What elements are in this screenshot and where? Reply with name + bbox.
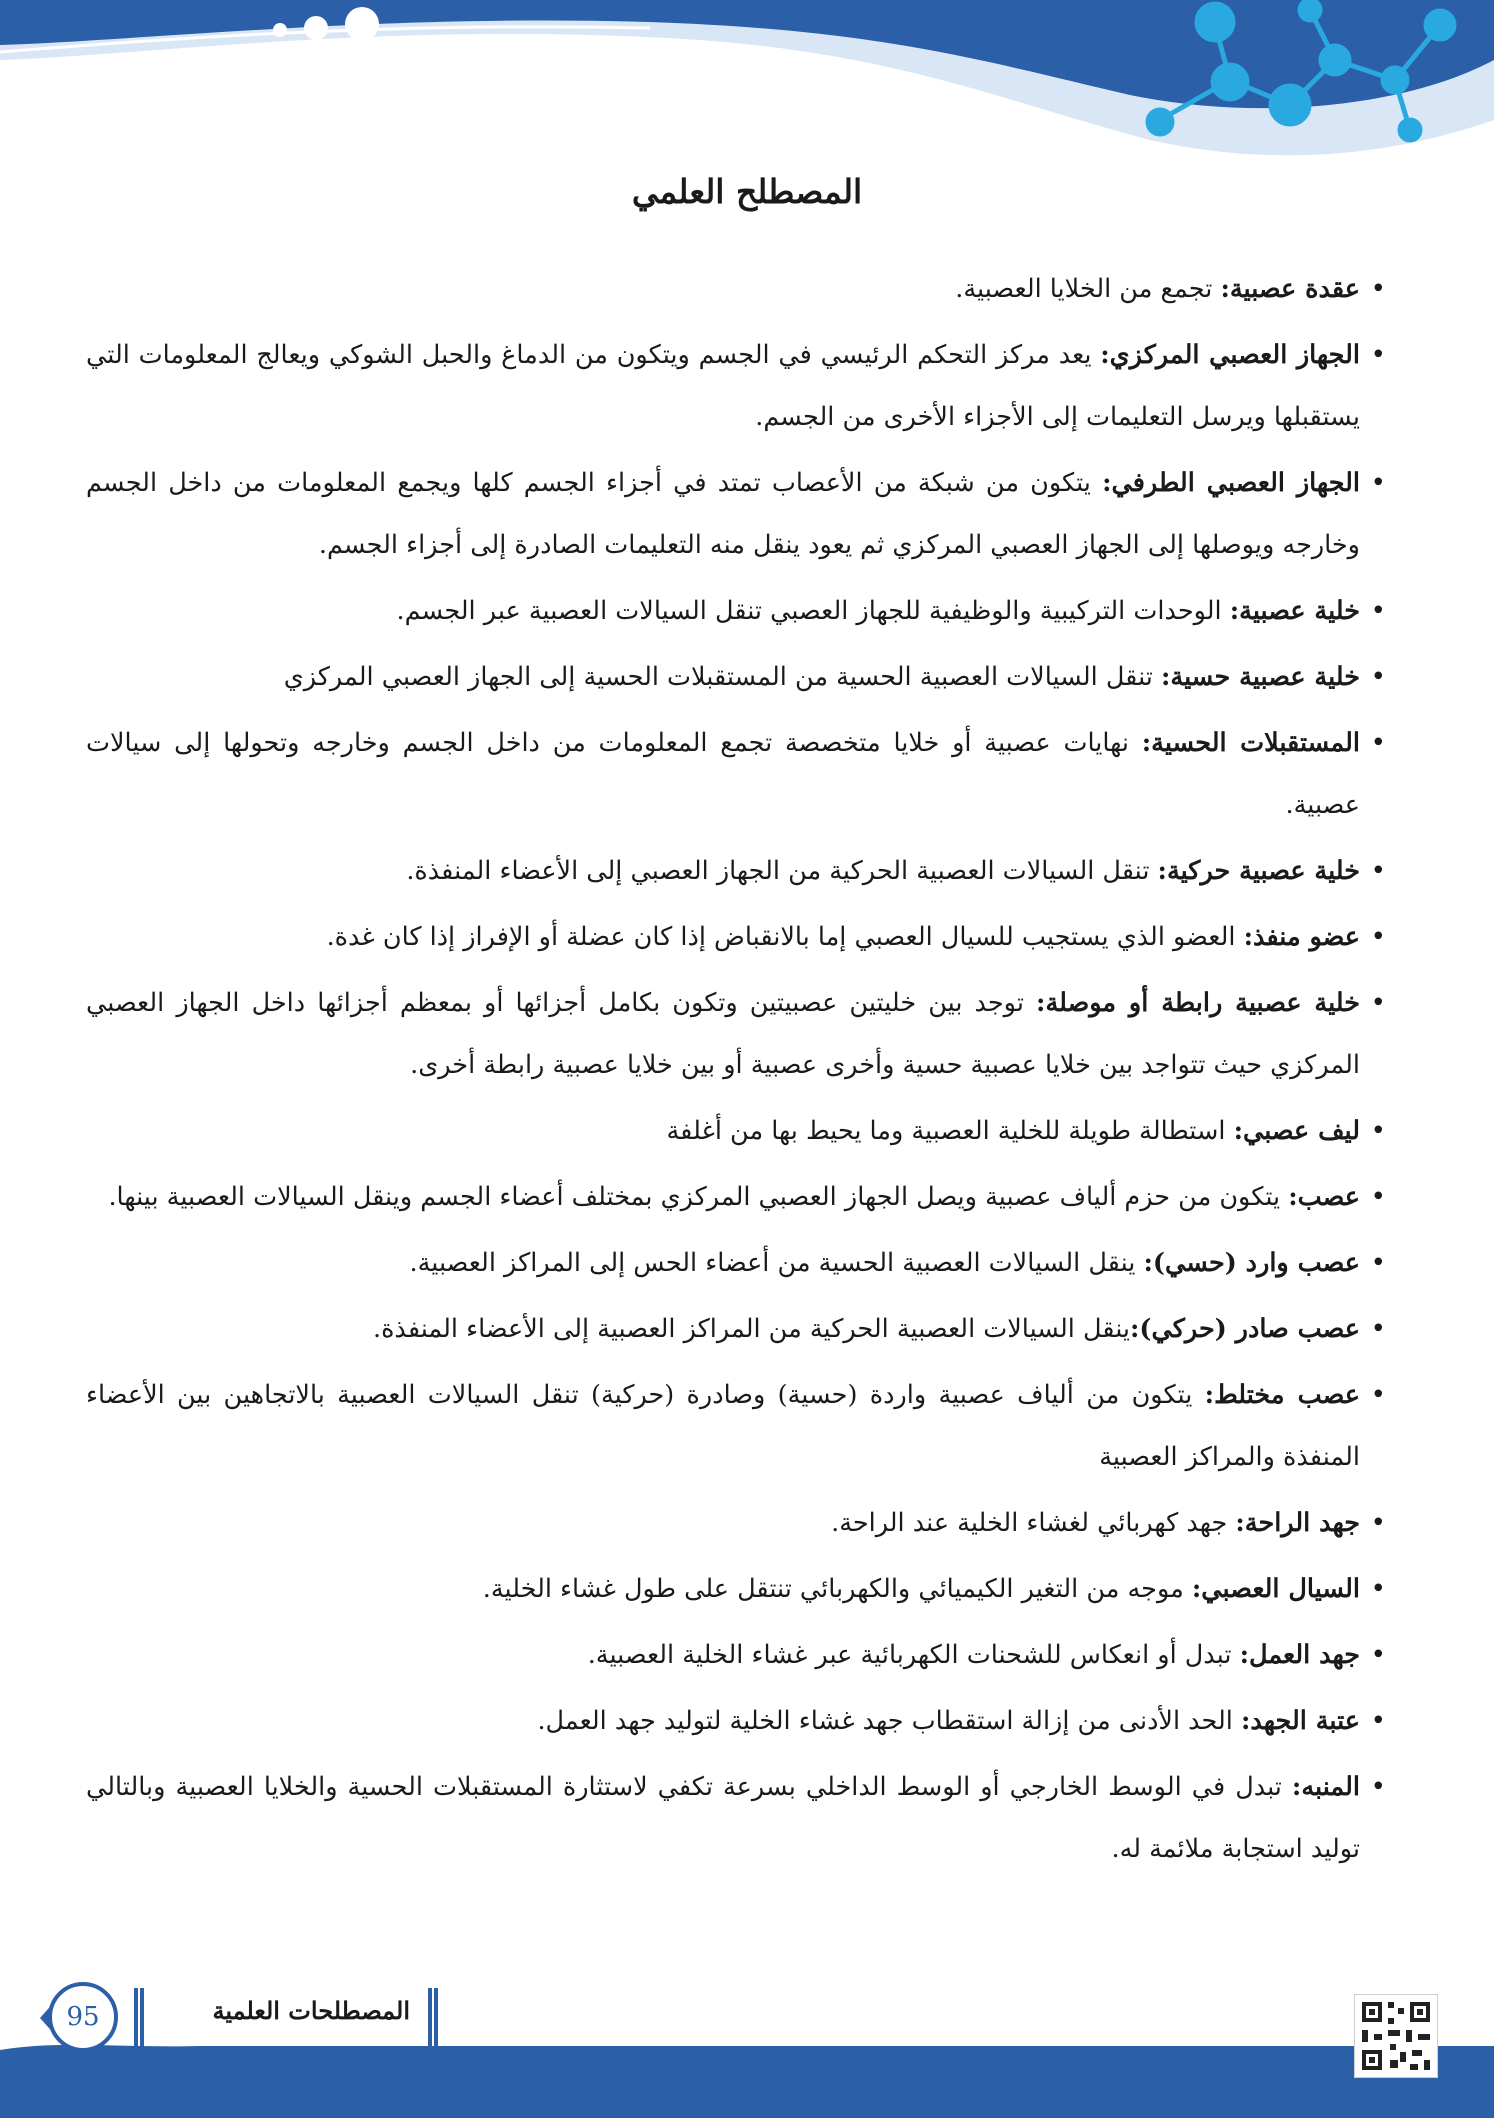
term-item (86, 1756, 1386, 1880)
term-label: خلية عصبية: (1229, 596, 1360, 626)
term-label: عصب وارد (حسي): (1143, 1248, 1360, 1278)
term-label: خلية عصبية حسية: (1160, 662, 1360, 692)
term-item (86, 1166, 1386, 1228)
term-label: عتبة الجهد: (1240, 1706, 1360, 1736)
term-definition: تبدل أو انعكاس للشحنات الكهربائية عبر غشاء الخلية العصبية. (587, 1640, 1240, 1670)
term-item (86, 1232, 1386, 1294)
term-item (86, 1558, 1386, 1620)
term-definition: تجمع من الخلايا العصبية. (955, 274, 1221, 304)
header-decoration (0, 0, 1494, 180)
term-label: المستقبلات الحسية: (1141, 728, 1360, 758)
term-definition: تنقل السيالات العصبية الحسية من المستقبلات الحسية إلى الجهاز العصبي المركزي (283, 662, 1161, 692)
term-label: خلية عصبية رابطة أو موصلة: (1036, 988, 1360, 1018)
term-definition: جهد كهربائي لغشاء الخلية عند الراحة. (831, 1508, 1236, 1538)
term-label: عصب: (1288, 1182, 1360, 1212)
term-definition: العضو الذي يستجيب للسيال العصبي إما بالانقباض إذا كان عضلة أو الإفراز إذا كان غدة. (326, 922, 1244, 952)
term-definition: تنقل السيالات العصبية الحركية من الجهاز العصبي إلى الأعضاء المنفذة. (406, 856, 1158, 886)
term-definition: ينقل السيالات العصبية الحركية من المراكز العصبية إلى الأعضاء المنفذة. (372, 1314, 1130, 1344)
term-item (86, 1690, 1386, 1752)
term-item (86, 972, 1386, 1096)
term-item (86, 1298, 1386, 1360)
terms-list (86, 258, 1386, 1884)
term-definition: موجه من التغير الكيميائي والكهربائي تنتقل على طول غشاء الخلية. (482, 1574, 1192, 1604)
term-definition: نهايات عصبية أو خلايا متخصصة تجمع المعلومات من داخل الجسم وخارجه وتحولها إلى سيالات عصبية. (86, 728, 1360, 820)
term-label: خلية عصبية حركية: (1157, 856, 1360, 886)
term-item (86, 580, 1386, 642)
term-definition: يتكون من شبكة من الأعصاب تمتد في أجزاء الجسم كلها ويجمع المعلومات من داخل الجسم وخارجه ويوصلها إلى الجهاز العصبي المركزي ثم يعود ينقل منه التعليمات الصادرة إلى أجزاء الجسم. (86, 468, 1360, 560)
term-definition: الحد الأدنى من إزالة استقطاب جهد غشاء الخلية لتوليد جهد العمل. (537, 1706, 1241, 1736)
term-label: الجهاز العصبي الطرفي: (1102, 468, 1361, 498)
term-label: عضو منفذ: (1243, 922, 1360, 952)
term-label: المنبه: (1291, 1772, 1360, 1802)
term-definition: يعد مركز التحكم الرئيسي في الجسم ويتكون من الدماغ والحبل الشوكي ويعالج المعلومات التي يستقبلها ويرسل التعليمات إلى الأجزاء الأخرى من الجسم. (86, 340, 1360, 432)
term-item (86, 324, 1386, 448)
qr-code-icon (1354, 1994, 1438, 2078)
term-item (86, 452, 1386, 576)
term-label: الجهاز العصبي المركزي: (1100, 340, 1360, 370)
term-definition: تبدل في الوسط الخارجي أو الوسط الداخلي بسرعة تكفي لاستثارة المستقبلات الحسية والخلايا العصبية وبالتالي توليد استجابة ملائمة له. (86, 1772, 1360, 1864)
page-number: 95 (48, 1982, 118, 2052)
term-item (86, 646, 1386, 708)
term-label: عصب مختلط: (1204, 1380, 1360, 1410)
term-definition: يتكون من ألياف عصبية واردة (حسية) وصادرة (حركية) تنقل السيالات العصبية بالاتجاهين بين الأعضاء المنفذة والمراكز العصبية (86, 1380, 1360, 1472)
term-label: ليف عصبي: (1233, 1116, 1360, 1146)
term-item (86, 1492, 1386, 1554)
term-item (86, 840, 1386, 902)
term-definition: استطالة طويلة للخلية العصبية وما يحيط بها من أغلفة (666, 1116, 1234, 1146)
term-item (86, 1364, 1386, 1488)
term-item (86, 258, 1386, 320)
term-label: السيال العصبي: (1191, 1574, 1360, 1604)
footer-section-label: المصطلحات العلمية (212, 1996, 410, 2025)
term-label: جهد الراحة: (1235, 1508, 1360, 1538)
page-title: المصطلح العلمي (631, 172, 863, 211)
footer-band (0, 2040, 1494, 2118)
term-label: عقدة عصبية: (1220, 274, 1360, 304)
term-definition: ينقل السيالات العصبية الحسية من أعضاء الحس إلى المراكز العصبية. (409, 1248, 1144, 1278)
term-item (86, 712, 1386, 836)
term-definition: توجد بين خليتين عصبيتين وتكون بكامل أجزائها أو بمعظم أجزائها داخل الجهاز العصبي المركزي حيث تتواجد بين خلايا عصبية حسية وأخرى عصبية أو بين خلايا عصبية رابطة أخرى. (86, 988, 1360, 1080)
term-label: جهد العمل: (1239, 1640, 1360, 1670)
footer-divider-left (134, 1988, 144, 2048)
footer-divider-right (428, 1988, 438, 2048)
term-item (86, 1624, 1386, 1686)
term-item (86, 1100, 1386, 1162)
term-item (86, 906, 1386, 968)
term-definition: الوحدات التركيبية والوظيفية للجهاز العصبي تنقل السيالات العصبية عبر الجسم. (396, 596, 1230, 626)
term-label: عصب صادر (حركي): (1130, 1314, 1360, 1344)
term-definition: يتكون من حزم ألياف عصبية ويصل الجهاز العصبي المركزي بمختلف أعضاء الجسم وينقل السيالات العصبية بينها. (108, 1182, 1289, 1212)
